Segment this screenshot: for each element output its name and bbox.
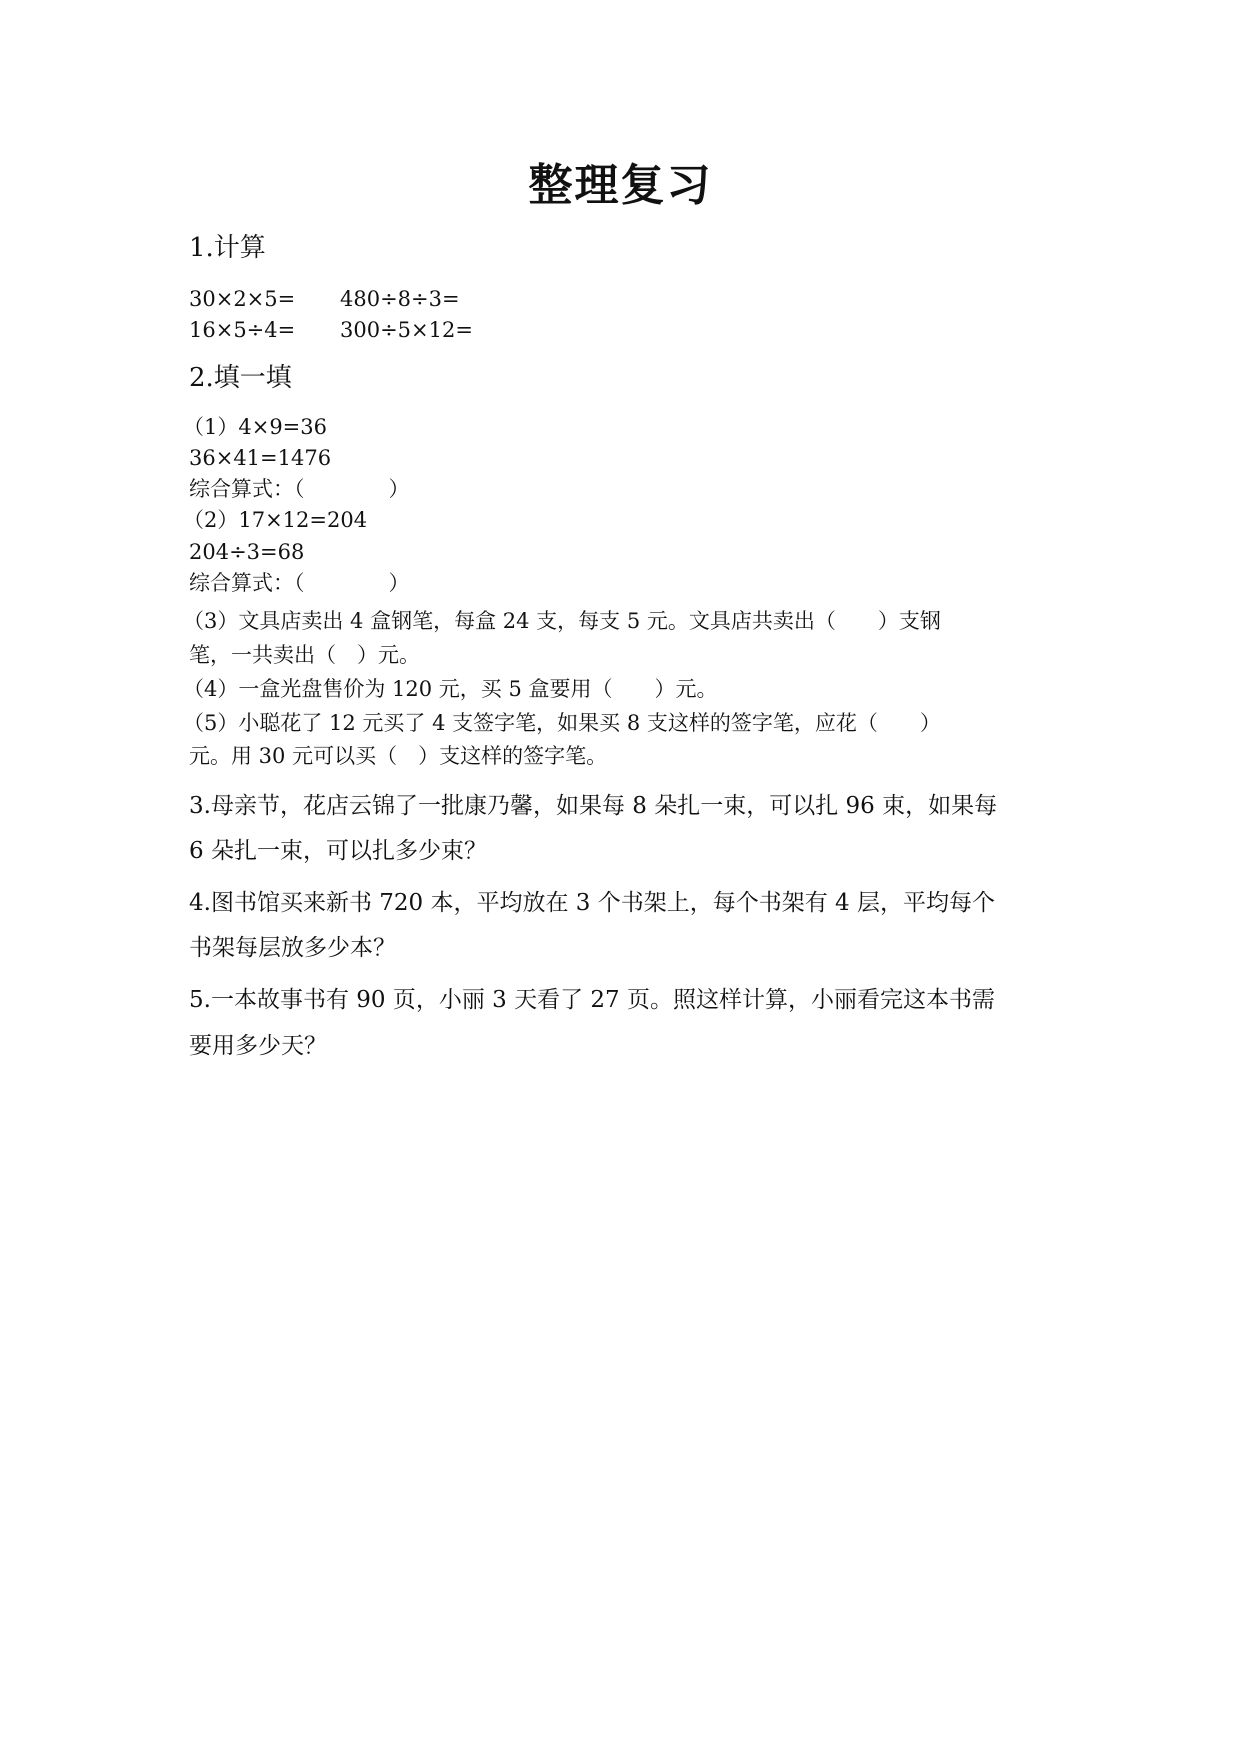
fill-line: 元。用 30 元可以买（ ）支这样的签字笔。: [189, 744, 608, 768]
fill-line: （5）小聪花了 12 元买了 4 支签字笔，如果买 8 支这样的签字笔，应花（ ）: [183, 711, 941, 735]
calc-expression: 16×5÷4=: [189, 318, 296, 342]
calc-expression: 300÷5×12=: [340, 318, 473, 342]
question-4-line: 4.图书馆买来新书 720 本，平均放在 3 个书架上，每个书架有 4 层，平均每个: [189, 890, 995, 916]
section-1-heading: 1.计算: [189, 233, 266, 263]
fill-line: （2）17×12=204: [183, 508, 368, 532]
calc-expression: 480÷8÷3=: [340, 287, 460, 311]
fill-line: （4）一盒光盘售价为 120 元，买 5 盒要用（ ）元。: [183, 677, 718, 701]
fill-line: （3）文具店卖出 4 盒钢笔，每盒 24 支，每支 5 元。文具店共卖出（ ）支钢: [183, 609, 941, 633]
fill-line: （1）4×9=36: [183, 415, 327, 439]
fill-line: 综合算式：（ ）: [189, 571, 410, 595]
question-5-line: 要用多少天？: [189, 1033, 327, 1059]
calc-row: [189, 284, 295, 314]
fill-line: 综合算式：（ ）: [189, 477, 410, 501]
fill-line: 36×41=1476: [189, 446, 332, 470]
question-3-line: 3.母亲节，花店云锦了一批康乃馨，如果每 8 朵扎一束，可以扎 96 束，如果每: [189, 793, 998, 819]
question-5-line: 5.一本故事书有 90 页，小丽 3 天看了 27 页。照这样计算，小丽看完这本书需: [189, 987, 995, 1013]
question-3-line: 6 朵扎一束，可以扎多少束？: [189, 838, 487, 864]
section-2-heading: 2.填一填: [189, 363, 292, 393]
calc-row: [189, 315, 295, 345]
fill-line: 204÷3=68: [189, 540, 305, 564]
page-title: 整理复习: [528, 160, 713, 211]
fill-line: 笔，一共卖出（ ）元。: [189, 643, 420, 667]
question-4-line: 书架每层放多少本？: [189, 935, 396, 961]
calc-expression: 30×2×5=: [189, 287, 296, 311]
